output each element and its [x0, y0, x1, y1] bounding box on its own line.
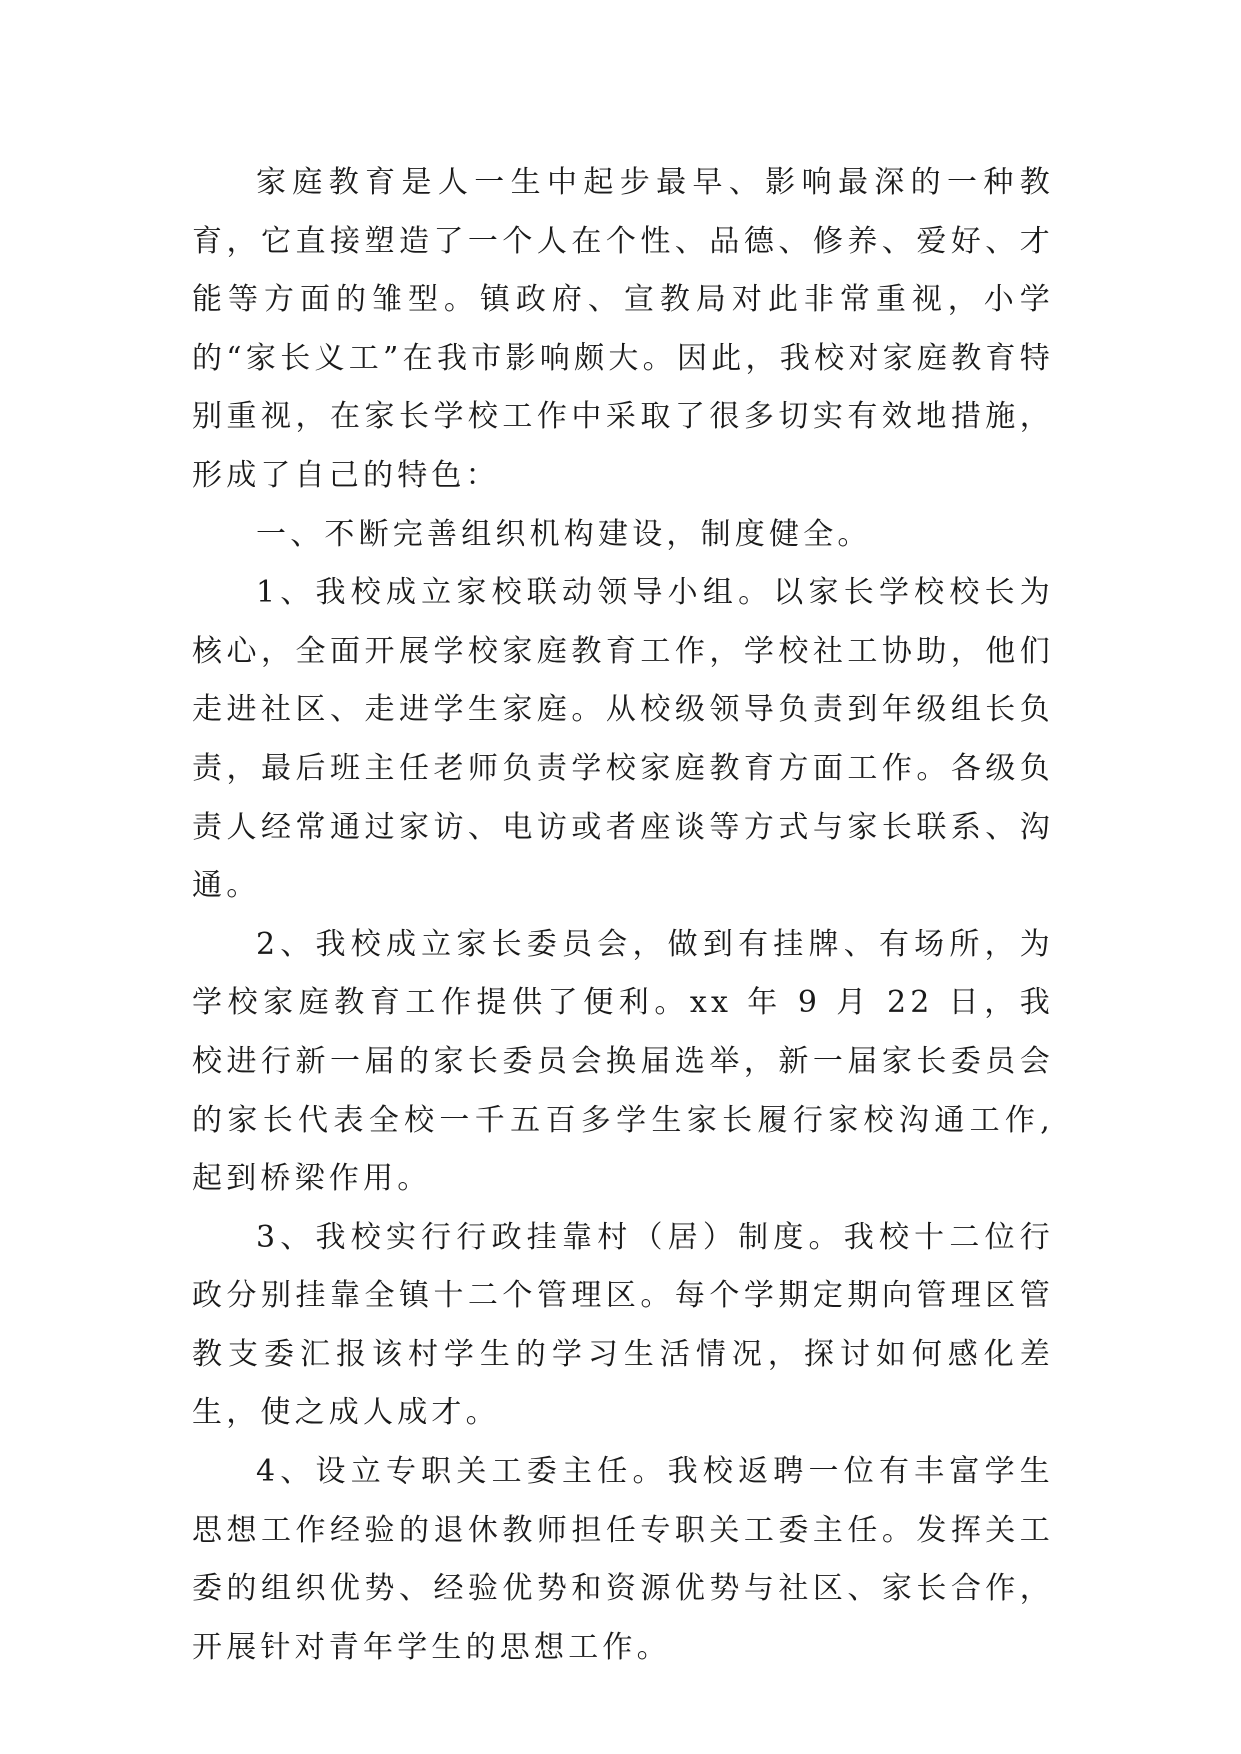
- document-body: [192, 154, 1054, 1677]
- intro-paragraph: 家庭教育是人一生中起步最早、影响最深的一种教育，它直接塑造了一个人在个性、品德、修养、爱好、才能等方面的雏型。镇政府、宣教局对此非常重视，小学的“家长义工”在我市影响颇大。因此，我校对家庭教育特别重视，在家长学校工作中采取了很多切实有效地措施，形成了自己的特色：: [192, 165, 1054, 493]
- item-paragraph-2: 2、我校成立家长委员会，做到有挂牌、有场所，为学校家庭教育工作提供了便利。xx 年 9 月 22 日，我校进行新一届的家长委员会换届选举，新一届家长委员会的家长代表全校一千五百多学生家长履行家校沟通工作,起到桥梁作用。: [192, 926, 1054, 1197]
- item-paragraph-4: 4、设立专职关工委主任。我校返聘一位有丰富学生思想工作经验的退休教师担任专职关工委主任。发挥关工委的组织优势、经验优势和资源优势与社区、家长合作，开展针对青年学生的思想工作。: [192, 1454, 1054, 1665]
- item-paragraph-1: 1、我校成立家校联动领导小组。以家长学校校长为核心，全面开展学校家庭教育工作，学校社工协助，他们走进社区、走进学生家庭。从校级领导负责到年级组长负责，最后班主任老师负责学校家庭教育方面工作。各级负责人经常通过家访、电访或者座谈等方式与家长联系、沟通。: [192, 575, 1054, 904]
- item-paragraph-3: 3、我校实行行政挂靠村（居）制度。我校十二位行政分别挂靠全镇十二个管理区。每个学期定期向管理区管教支委汇报该村学生的学习生活情况，探讨如何感化差生，使之成人成才。: [192, 1219, 1054, 1431]
- section-heading-1: 一、不断完善组织机构建设，制度健全。: [256, 516, 872, 552]
